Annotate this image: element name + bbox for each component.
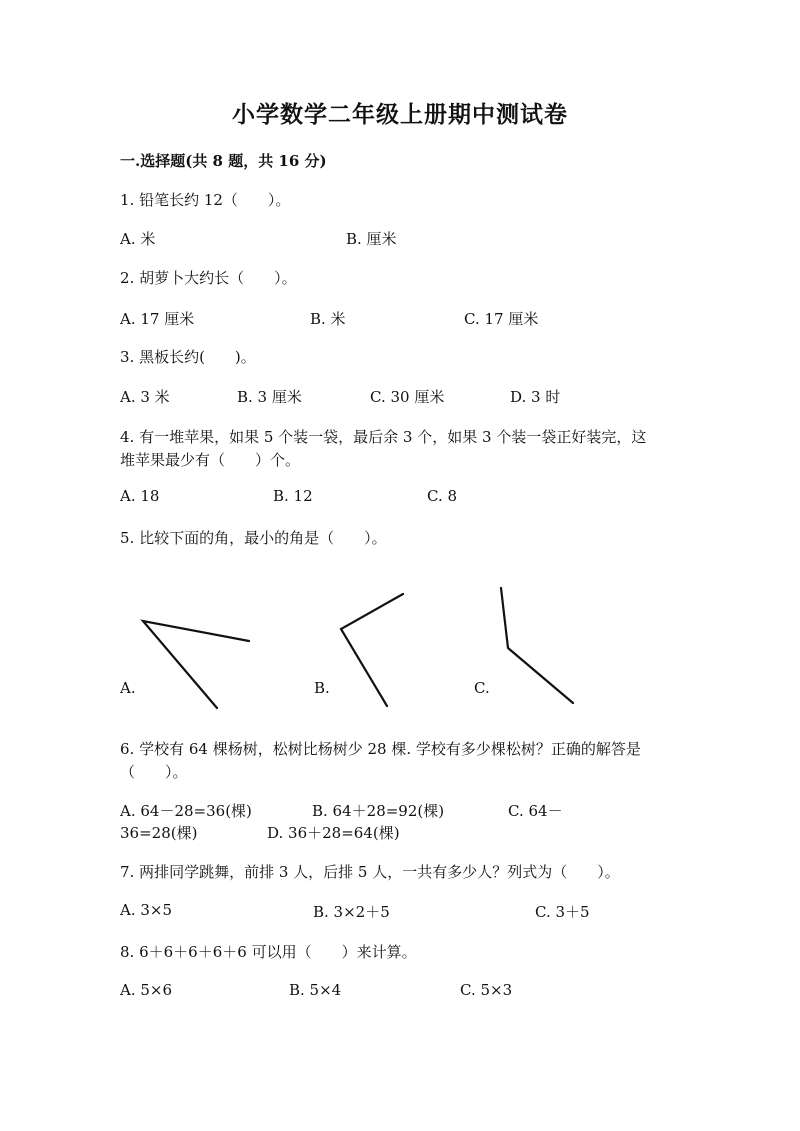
q8-option-a: A. 5×6 xyxy=(120,981,173,999)
q3-option-d: D. 3 时 xyxy=(510,388,561,406)
q6-option-b: B. 64＋28=92(棵) xyxy=(312,802,445,820)
question-4-line-2: 堆苹果最少有（ ）个。 xyxy=(120,451,301,469)
q5-option-a: A. xyxy=(120,679,136,697)
q2-option-a: A. 17 厘米 xyxy=(120,310,195,328)
q7-option-c: C. 3＋5 xyxy=(535,903,590,921)
q7-option-b: B. 3×2＋5 xyxy=(313,903,390,921)
q4-option-a: A. 18 xyxy=(120,487,160,505)
q3-option-c: C. 30 厘米 xyxy=(370,388,445,406)
q6-option-c: C. 64－ xyxy=(508,802,563,820)
q3-option-a: A. 3 米 xyxy=(120,388,170,406)
q5-option-c: C. xyxy=(474,679,490,697)
page-title: 小学数学二年级上册期中测试卷 xyxy=(232,101,568,128)
q6-option-a: A. 64－28=36(棵) xyxy=(120,802,252,820)
q6-option-d: D. 36＋28=64(棵) xyxy=(267,824,400,842)
question-6-line-1: 6. 学校有 64 棵杨树，松树比杨树少 28 棵. 学校有多少棵松树？正确的解答是 xyxy=(120,740,641,758)
q4-option-c: C. 8 xyxy=(427,487,458,505)
q4-option-b: B. 12 xyxy=(273,487,313,505)
question-4-line-1: 4. 有一堆苹果，如果 5 个装一袋，最后余 3 个，如果 3 个装一袋正好装完，这 xyxy=(120,428,647,446)
question-3: 3. 黑板长约( )。 xyxy=(120,348,256,366)
question-7: 7. 两排同学跳舞，前排 3 人，后排 5 人，一共有多少人？列式为（ ）。 xyxy=(120,863,620,881)
section-heading: 一.选择题(共 8 题，共 16 分) xyxy=(120,152,327,170)
question-8: 8. 6＋6＋6＋6＋6 可以用（ ）来计算。 xyxy=(120,943,417,961)
q8-option-c: C. 5×3 xyxy=(460,981,513,999)
q5-option-b: B. xyxy=(314,679,330,697)
q1-option-a: A. 米 xyxy=(120,230,156,248)
question-1: 1. 铅笔长约 12（ ）。 xyxy=(120,191,291,209)
q8-option-b: B. 5×4 xyxy=(289,981,342,999)
q2-option-b: B. 米 xyxy=(310,310,346,328)
question-2: 2. 胡萝卜大约长（ ）。 xyxy=(120,269,297,287)
q3-option-b: B. 3 厘米 xyxy=(237,388,302,406)
question-6-line-2: （ ）。 xyxy=(120,763,188,781)
angle-b-figure xyxy=(341,594,403,706)
q1-option-b: B. 厘米 xyxy=(346,230,397,248)
question-5: 5. 比较下面的角，最小的角是（ ）。 xyxy=(120,529,387,547)
angle-a-figure xyxy=(143,621,249,708)
q7-option-a: A. 3×5 xyxy=(120,901,173,919)
q6-option-c-continued: 36=28(棵) xyxy=(120,824,198,842)
q2-option-c: C. 17 厘米 xyxy=(464,310,539,328)
angle-c-figure xyxy=(501,588,573,703)
